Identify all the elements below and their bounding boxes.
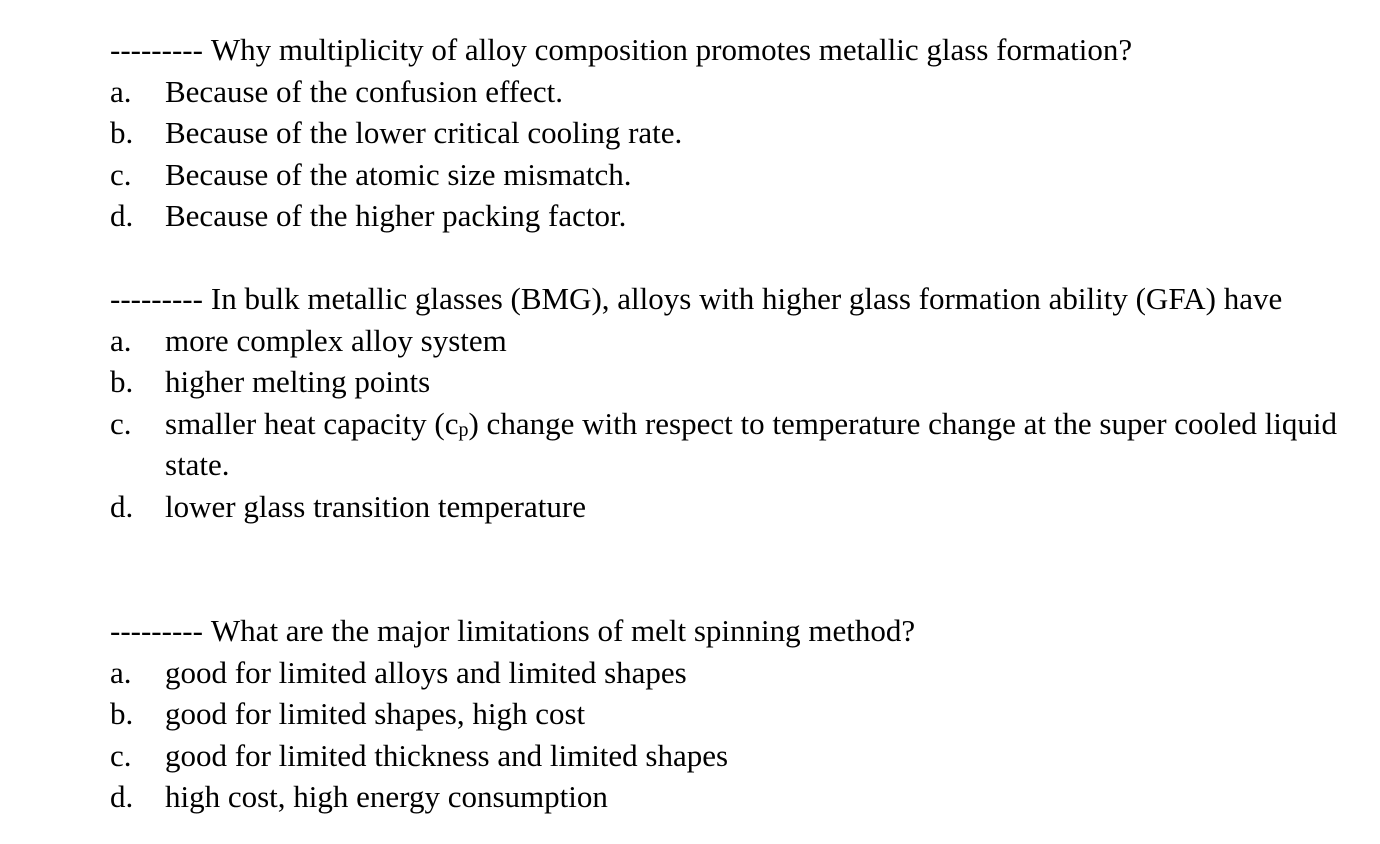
- option-letter: a.: [110, 654, 132, 690]
- option-text: more complex alloy system: [165, 322, 507, 358]
- option-a: [110, 652, 1350, 694]
- option-text: good for limited shapes, high cost: [165, 696, 586, 731]
- option-text: lower glass transition temperature: [165, 488, 586, 524]
- option-text: good for limited thickness and limited shapes: [165, 737, 729, 773]
- option-text: Because of the atomic size mismatch.: [165, 156, 632, 192]
- option-letter: d.: [110, 779, 134, 814]
- option-b: [110, 112, 1350, 154]
- option-c: [110, 154, 1350, 196]
- answer-blank: ---------: [110, 281, 203, 316]
- question-stem: [110, 278, 1350, 320]
- option-list: [110, 71, 1350, 237]
- option-letter: b.: [110, 115, 134, 150]
- option-b: [110, 693, 1350, 735]
- cp-subscript: p: [458, 418, 469, 441]
- answer-blank: ---------: [110, 613, 203, 648]
- question-1: [110, 29, 1350, 237]
- question-3: [110, 610, 1350, 818]
- option-a: [110, 320, 1350, 362]
- question-stem: [110, 29, 1350, 71]
- question-text: What are the major limitations of melt spinning method?: [210, 613, 916, 648]
- option-d: [110, 486, 1350, 528]
- question-2: [110, 278, 1350, 527]
- option-letter: d.: [110, 488, 134, 524]
- option-text: Because of the confusion effect.: [165, 73, 563, 109]
- option-letter: c.: [110, 156, 132, 192]
- option-list: [110, 320, 1350, 528]
- option-letter: b.: [110, 696, 134, 731]
- question-text: Why multiplicity of alloy composition promotes metallic glass formation?: [210, 32, 1133, 67]
- question-stem: [110, 610, 1350, 652]
- option-letter: b.: [110, 364, 134, 399]
- option-b: [110, 361, 1350, 403]
- question-text: In bulk metallic glasses (BMG), alloys with higher glass formation ability (GFA) have: [210, 281, 1283, 316]
- option-c: [110, 403, 1350, 486]
- option-a: [110, 71, 1350, 113]
- option-letter: a.: [110, 322, 132, 358]
- option-letter: d.: [110, 198, 134, 233]
- option-letter: c.: [110, 737, 132, 773]
- option-text-before: smaller heat capacity (c: [165, 405, 459, 441]
- option-text: high cost, high energy consumption: [165, 779, 608, 814]
- option-text-after: ) change with respect to temperature change at the super cooled liquid state.: [165, 405, 1337, 482]
- option-c: [110, 735, 1350, 777]
- option-d: [110, 776, 1350, 818]
- option-text: Because of the lower critical cooling rate.: [165, 115, 683, 150]
- option-letter: a.: [110, 73, 132, 109]
- option-text: [165, 403, 1345, 486]
- option-letter: c.: [110, 405, 132, 441]
- answer-blank: ---------: [110, 32, 203, 67]
- option-d: [110, 195, 1350, 237]
- option-text: higher melting points: [165, 364, 431, 399]
- option-text: good for limited alloys and limited shapes: [165, 654, 687, 690]
- option-list: [110, 652, 1350, 818]
- option-text: Because of the higher packing factor.: [165, 198, 627, 233]
